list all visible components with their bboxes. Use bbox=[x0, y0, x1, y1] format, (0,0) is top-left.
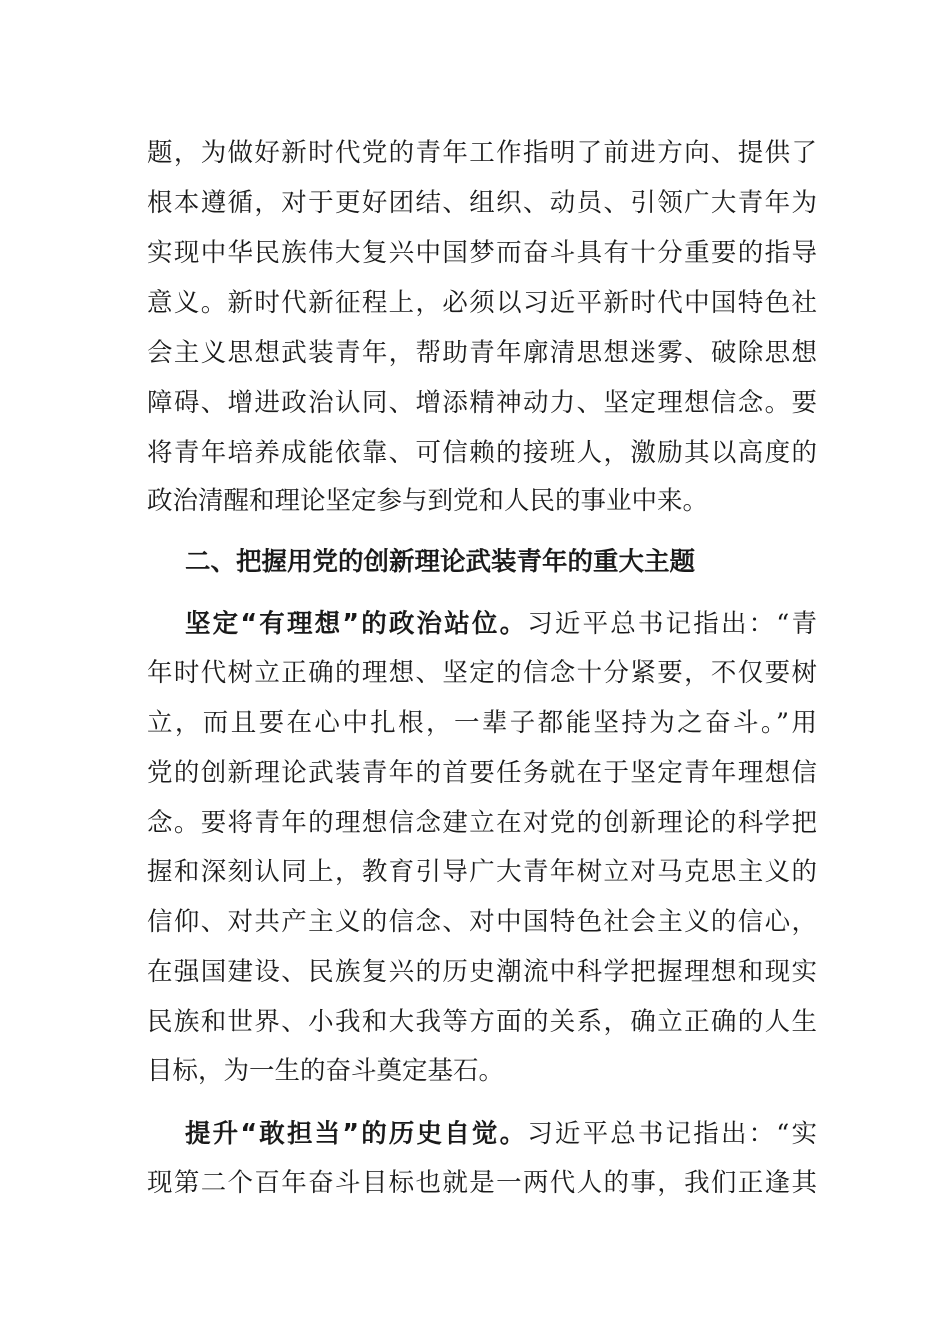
paragraph-2-line-9: 民族和世界、小我和大我等方面的关系，确立正确的人生 bbox=[147, 1007, 817, 1037]
paragraph-2-line-5: 念。要将青年的理想信念建立在对党的创新理论的科学把 bbox=[147, 808, 817, 838]
paragraph-2-line-3: 立，而且要在心中扎根，一辈子都能坚持为之奋斗。”用 bbox=[147, 708, 817, 738]
paragraph-3-line-2: 现第二个百年奋斗目标也就是一两代人的事，我们正逢其 bbox=[147, 1168, 817, 1198]
paragraph-2-line-4: 党的创新理论武装青年的首要任务就在于坚定青年理想信 bbox=[147, 758, 817, 788]
paragraph-1-line-6: 障碍、增进政治认同、增添精神动力、坚定理想信念。要 bbox=[147, 388, 817, 418]
paragraph-2-bold-lead: 坚定“有理想”的政治站位。 bbox=[185, 609, 528, 639]
paragraph-1-line-2: 根本遵循，对于更好团结、组织、动员、引领广大青年为 bbox=[147, 188, 817, 218]
paragraph-3-first-line-rest: 习近平总书记指出：“实 bbox=[527, 1119, 817, 1149]
paragraph-2-line-8: 在强国建设、民族复兴的历史潮流中科学把握理想和现实 bbox=[147, 957, 817, 987]
paragraph-3-line-1 bbox=[185, 1114, 817, 1154]
paragraph-2-line-10: 目标，为一生的奋斗奠定基石。 bbox=[147, 1056, 505, 1086]
paragraph-2-line-2: 年时代树立正确的理想、坚定的信念十分紧要，不仅要树 bbox=[147, 658, 817, 688]
paragraph-1-line-7: 将青年培养成能依靠、可信赖的接班人，激励其以高度的 bbox=[147, 438, 817, 468]
paragraph-1-line-4: 意义。新时代新征程上，必须以习近平新时代中国特色社 bbox=[147, 288, 817, 318]
paragraph-1-line-8: 政治清醒和理论坚定参与到党和人民的事业中来。 bbox=[147, 486, 709, 516]
paragraph-1-line-5: 会主义思想武装青年，帮助青年廓清思想迷雾、破除思想 bbox=[147, 338, 817, 368]
paragraph-2-first-line-rest: 习近平总书记指出：“青 bbox=[527, 609, 817, 639]
paragraph-1-line-1: 题，为做好新时代党的青年工作指明了前进方向、提供了 bbox=[147, 138, 817, 168]
paragraph-2-line-7: 信仰、对共产主义的信念、对中国特色社会主义的信心， bbox=[147, 907, 817, 937]
section-heading: 二、把握用党的创新理论武装青年的重大主题 bbox=[185, 547, 696, 577]
paragraph-3-bold-lead: 提升“敢担当”的历史自觉。 bbox=[185, 1119, 528, 1149]
paragraph-2-line-6: 握和深刻认同上，教育引导广大青年树立对马克思主义的 bbox=[147, 857, 817, 887]
paragraph-2-line-1 bbox=[185, 604, 817, 644]
paragraph-1-line-3: 实现中华民族伟大复兴中国梦而奋斗具有十分重要的指导 bbox=[147, 238, 817, 268]
